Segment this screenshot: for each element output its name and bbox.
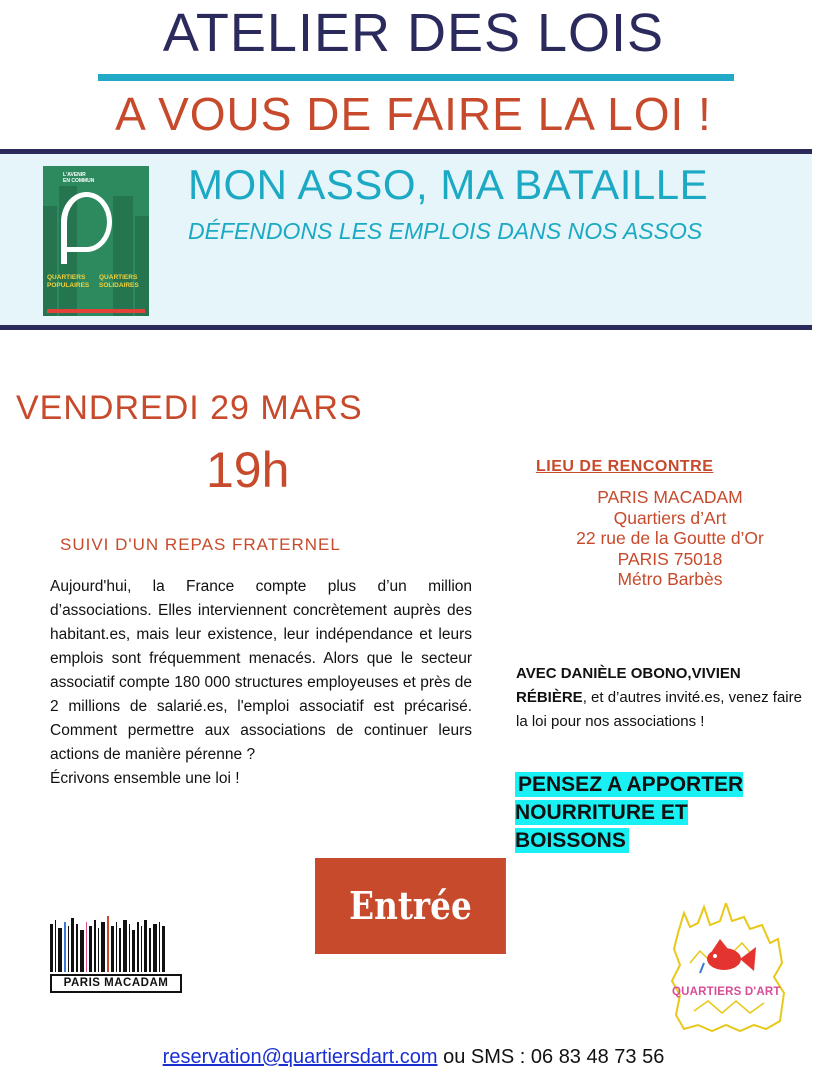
description-block <box>50 575 472 791</box>
phi-logo-icon <box>61 192 112 252</box>
free-entry-badge: Entrée libre <box>315 858 506 954</box>
poster-tag-right: QUARTIERS SOLIDAIRES <box>99 274 139 289</box>
reservation-email-link[interactable]: reservation@quartiersdart.com <box>162 1046 438 1068</box>
poster-tag-left: QUARTIERS POPULAIRES <box>47 274 90 289</box>
venue-line: Métro Barbès <box>617 569 723 589</box>
guest-names: AVEC DANIÈLE OBONO,VIVIEN RÉBIÈRE <box>516 665 741 706</box>
venue-heading: LIEU DE RENCONTRE <box>536 458 714 475</box>
event-meal-note: SUIVI D'UN REPAS FRATERNEL <box>60 535 341 554</box>
quartiers-dart-logo <box>670 903 790 1035</box>
quartiers-dart-label: QUARTIERS D'ART <box>672 986 781 998</box>
campaign-poster-image <box>43 166 149 316</box>
guests-invitation: , et d’autres invité.es, venez faire la loi pour nos associations ! <box>516 689 802 730</box>
venue-address <box>520 487 820 590</box>
venue-line: PARIS MACADAM <box>597 487 743 507</box>
city-outline-icon <box>670 903 790 1035</box>
paris-macadam-logo <box>50 916 182 996</box>
barcode-icon <box>50 916 182 972</box>
title-underline <box>98 74 734 81</box>
event-date: VENDREDI 29 MARS <box>16 389 363 427</box>
closing-line: Écrivons ensemble une loi ! <box>50 770 240 787</box>
event-time: 19h <box>206 442 290 498</box>
banner-bottom-rule <box>0 325 812 330</box>
guests-paragraph <box>516 662 804 734</box>
venue-line: PARIS 75018 <box>617 548 723 569</box>
description-text: Aujourd'hui, la France compte plus d’un million d’associations. Elles interviennent concrètement auprès des habitant.es, mais leur existence, leur indépendance et leurs emplois sont fréquemment menacés. Alors que le secteur associatif compte 180 000 structures employeuses et près de 2 millions de salarié.es, l'emploi associatif est précarisé. Comment permettre aux associations de continuer leurs actions de manière pérenne ? <box>50 578 472 763</box>
sms-contact: ou SMS : 06 83 48 73 56 <box>437 1046 665 1068</box>
page-subtitle: A VOUS DE FAIRE LA LOI ! <box>115 88 712 140</box>
venue-line: Quartiers d’Art <box>613 507 727 528</box>
banner-subtitle: DÉFENDONS LES EMPLOIS DANS NOS ASSOS <box>188 218 703 244</box>
paris-macadam-label: PARIS MACADAM <box>50 974 182 993</box>
contact-footer <box>0 1044 827 1070</box>
page-title: ATELIER DES LOIS <box>162 3 665 63</box>
banner-title: MON ASSO, MA BATAILLE <box>188 161 709 208</box>
venue-line: 22 rue de la Goutte d’Or <box>576 528 764 548</box>
bring-food-text: PENSEZ A APPORTER NOURRITURE ET BOISSONS <box>515 773 744 852</box>
bring-food-notice <box>515 771 785 855</box>
poster-brand-logo: L'AVENIR EN COMMUN <box>63 172 95 184</box>
